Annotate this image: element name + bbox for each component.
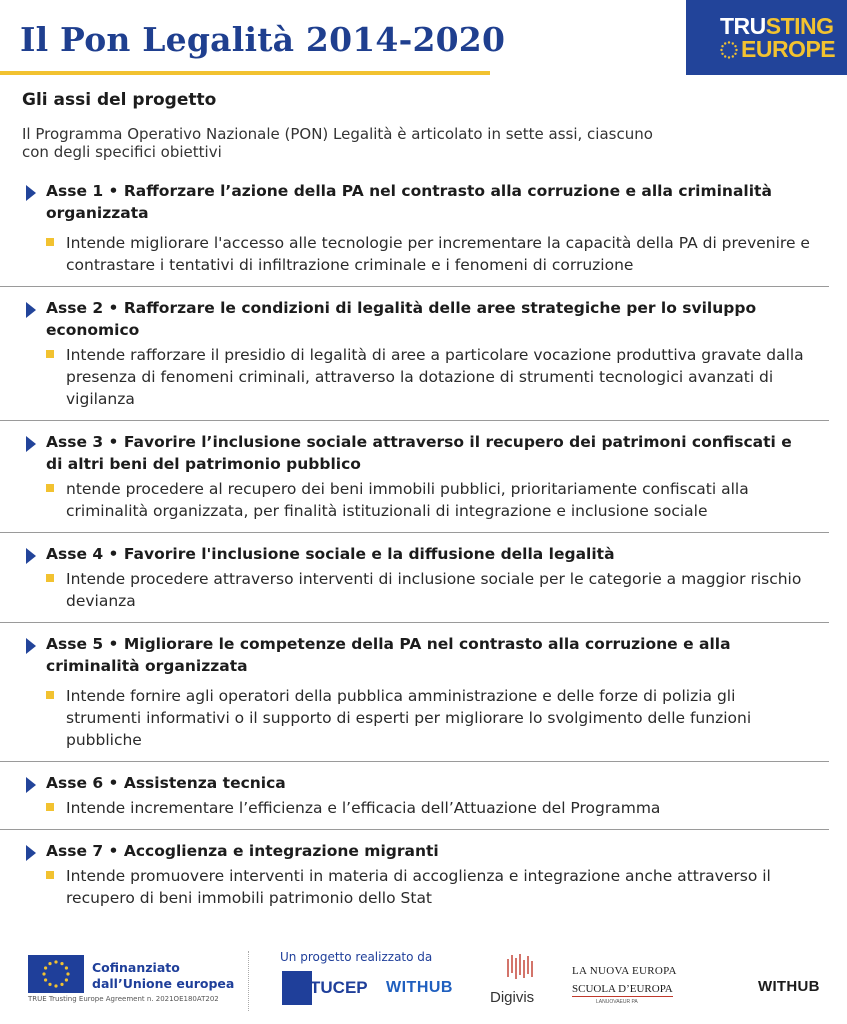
axis-description-block [26,865,811,909]
axis-item [0,829,829,909]
axes-list [0,180,847,909]
axis-description: Intende rafforzare il presidio di legalità di aree a particolare vocazione produttiva gravate dalla presenza di fenomeni criminali, attraverso la dotazione di strumenti tecnologici avanzati di vigilanza [66,346,804,408]
eu-stars-icon [720,41,738,59]
nuova-europa-logo-line1: LA NUOVA EUROPA [572,965,677,977]
axis-heading [26,543,811,565]
axis-label: Asse 1 • Rafforzare l’azione della PA nel contrasto alla corruzione e alla criminalità organizzata [46,182,772,222]
axis-heading [26,633,811,677]
square-bullet-icon [46,691,54,699]
axis-item [0,622,829,761]
axis-label: Asse 5 • Migliorare le competenze della PA nel contrasto alla corruzione e alla criminalità organizzata [46,635,731,675]
cofinanced-line1: Cofinanziato [92,960,180,975]
axis-description: Intende promuovere interventi in materia di accoglienza e integrazione anche attraverso il recupero di beni immobili patrimonio dello Stat [66,867,771,907]
axis-description-block [26,685,811,751]
axis-label: Asse 4 • Favorire l'inclusione sociale e la diffusione della legalità [46,545,615,563]
axis-label: Asse 6 • Assistenza tecnica [46,774,286,792]
withub-logo-black: WITHUB [758,978,820,995]
axis-heading [26,431,811,475]
axis-description: Intende incrementare l’efficienza e l’efficacia dell’Attuazione del Programma [66,799,661,817]
triangle-arrow-icon [26,436,36,452]
triangle-arrow-icon [26,548,36,564]
tucep-logo-text: TUCEP [310,978,368,997]
axis-item [0,532,829,622]
axis-heading [26,180,811,224]
cofinanced-text [92,960,234,992]
triangle-arrow-icon [26,845,36,861]
axis-heading [26,297,811,341]
axis-item [0,180,829,286]
logo-text-europe: EUROPE [741,36,836,62]
agreement-number: TRUE Trusting Europe Agreement n. 2021OE180AT202 [28,995,219,1003]
axis-description: Intende migliorare l'accesso alle tecnologie per incrementare la capacità della PA di prevenire e contrastare i tentativi di infiltrazione criminale e i fenomeni di corruzione [66,234,810,274]
axis-label: Asse 3 • Favorire l’inclusione sociale attraverso il recupero dei patrimoni confiscati e di altri beni del patrimonio pubblico [46,433,792,473]
axis-label: Asse 7 • Accoglienza e integrazione migranti [46,842,439,860]
square-bullet-icon [46,484,54,492]
axis-description-block [26,568,811,612]
logo-text-sting: STING [765,13,834,39]
square-bullet-icon [46,238,54,246]
eu-flag-stars-icon [28,955,84,993]
triangle-arrow-icon [26,302,36,318]
axis-heading [26,772,811,794]
intro-paragraph: Il Programma Operativo Nazionale (PON) Legalità è articolato in sette assi, ciascuno con degli specifici obiettivi [22,125,653,161]
axis-item [0,761,829,829]
axis-heading [26,840,811,862]
axis-description-block [26,478,811,522]
logo-text-tru: TRU [720,13,766,39]
square-bullet-icon [46,803,54,811]
axis-label: Asse 2 • Rafforzare le condizioni di legalità delle aree strategiche per lo sviluppo economico [46,299,757,339]
axis-item [0,286,829,420]
footer-divider [248,951,249,1011]
axis-description: Intende fornire agli operatori della pubblica amministrazione e delle forze di polizia gli strumenti informativi o il supporto di esperti per migliorare lo svolgimento delle funzioni pubbliche [66,687,752,749]
nuova-europa-logo-line2: SCUOLA D’EUROPA [572,983,673,995]
tucep-mark-icon [282,971,312,1005]
triangle-arrow-icon [26,185,36,201]
section-subtitle: Gli assi del progetto [22,90,217,110]
nuova-europa-logo-line3: LANUOVAEUR PA [596,999,638,1005]
page-title: Il Pon Legalità 2014-2020 [20,20,506,59]
digivis-logo: Digivis [490,989,535,1006]
project-by-label: Un progetto realizzato da [280,950,433,964]
title-underline [0,71,490,75]
digivis-mark-icon [505,953,535,981]
withub-logo-blue: WITHUB [386,979,453,996]
axis-description-block [26,797,811,819]
footer [0,945,847,1024]
triangle-arrow-icon [26,777,36,793]
axis-description: ntende procedere al recupero dei beni immobili pubblici, prioritariamente confiscati alla criminalità organizzata, per finalità istituzionali di integrazione e inclusione sociale [66,480,749,520]
triangle-arrow-icon [26,638,36,654]
square-bullet-icon [46,871,54,879]
axis-description-block [26,232,811,276]
axis-description-block [26,344,811,410]
square-bullet-icon [46,574,54,582]
axis-item [0,420,829,532]
eu-flag-icon [28,955,84,993]
cofinanced-line2: dall’Unione europea [92,976,235,991]
logo-text-line1 [720,14,834,38]
axis-description: Intende procedere attraverso interventi di inclusione sociale per le categorie a maggior rischio devianza [66,570,802,610]
square-bullet-icon [46,350,54,358]
trusting-europe-logo [686,0,847,75]
tucep-logo [282,971,368,1009]
